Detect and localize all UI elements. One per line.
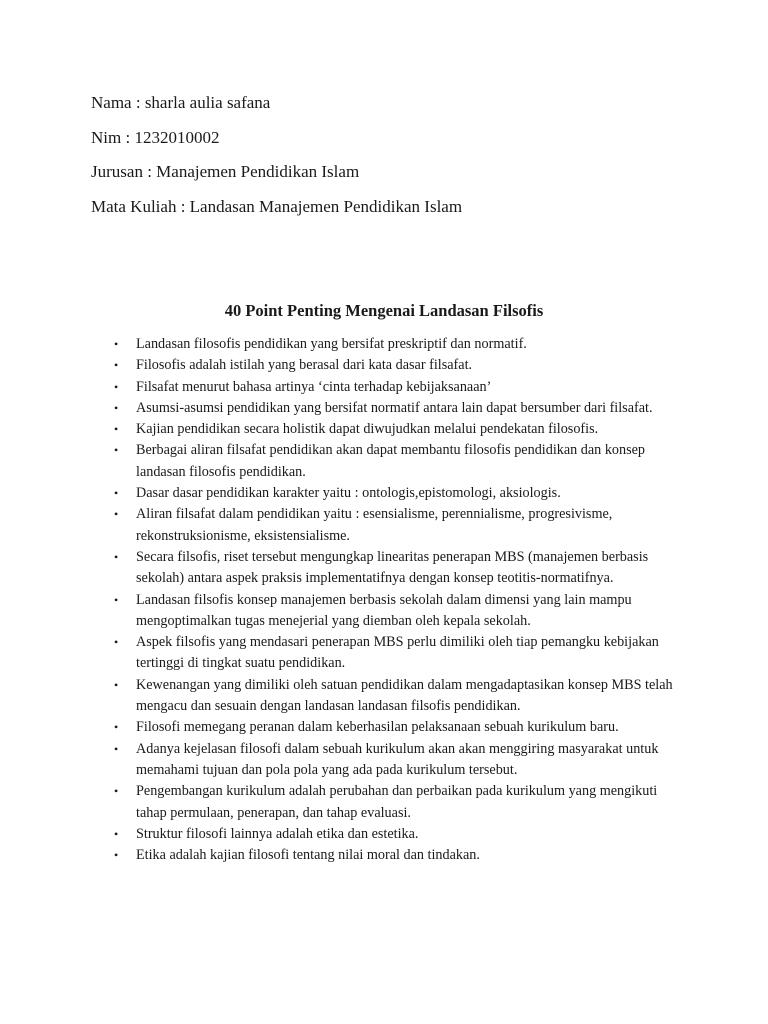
bullet-icon: • — [114, 635, 119, 650]
bullet-icon: • — [114, 848, 119, 863]
list-item — [109, 739, 689, 782]
list-item — [109, 632, 689, 675]
list-item-text: Asumsi-asumsi pendidikan yang bersifat normatif antara lain dapat bersumber dari filsafat. — [136, 399, 653, 416]
list-item-text: Secara filsofis, riset tersebut mengungkap linearitas penerapan MBS (manajemen berbasis sekolah) antara aspek praksis implementatifnya dengan konsep teotitis-normatifnya. — [136, 548, 649, 587]
list-item — [109, 547, 689, 590]
list-item-text: Berbagai aliran filsafat pendidikan akan dapat membantu filosofis pendidikan dan konsep landasan filosofis pendidikan. — [136, 442, 646, 480]
list-item — [109, 675, 689, 718]
bullet-icon: • — [114, 677, 119, 692]
list-item — [109, 781, 689, 824]
list-item — [109, 590, 689, 633]
list-item-text: Pengembangan kurikulum adalah perubahan dan perbaikan pada kurikulum yang mengikuti tahap permulaan, penerapan, dan tahap evaluasi. — [136, 783, 658, 821]
list-item-text: Filsafat menurut bahasa artinya ‘cinta terhadap kebijaksanaan’ — [136, 378, 492, 395]
list-item — [109, 440, 689, 483]
list-item-text: Dasar dasar pendidikan karakter yaitu : ontologis,epistomologi, aksiologis. — [136, 485, 561, 502]
list-item-text: Aspek filsofis yang mendasari penerapan MBS perlu dimiliki oleh tiap pemangku kebijakan tertinggi di tingkat suatu pendidikan. — [136, 634, 659, 672]
bullet-icon: • — [114, 422, 119, 437]
list-item-text: Adanya kejelasan filosofi dalam sebuah kurikulum akan akan menggiring masyarakat untuk memahami tujuan dan pola pola yang ada pada kurikulum tersebut. — [136, 740, 659, 778]
bullet-icon: • — [114, 486, 119, 501]
list-item-text: Aliran filsafat dalam pendidikan yaitu : esensialisme, perennialisme, progresivisme, rekonstruksionisme, eksistensialisme. — [136, 506, 613, 544]
list-item-text: Filosofis adalah istilah yang berasal dari kata dasar filsafat. — [136, 357, 473, 374]
student-identity — [91, 92, 691, 230]
list-item-text: Etika adalah kajian filosofi tentang nilai moral dan tindakan. — [136, 847, 480, 864]
bullet-icon: • — [114, 784, 119, 799]
list-item-text: Filosofi memegang peranan dalam keberhasilan pelaksanaan sebuah kurikulum baru. — [136, 719, 619, 736]
list-item — [109, 334, 689, 355]
bullet-icon: • — [114, 549, 119, 564]
student-nim: Nim : 1232010002 — [91, 127, 220, 147]
list-item — [109, 398, 689, 419]
list-item-text: Kajian pendidikan secara holistik dapat diwujudkan melalui pendekatan filosofis. — [136, 421, 599, 438]
bullet-icon: • — [114, 400, 119, 415]
bullet-icon: • — [114, 592, 119, 607]
bullet-icon: • — [114, 443, 119, 458]
list-item — [109, 355, 689, 376]
list-item — [109, 717, 689, 738]
list-item — [109, 824, 689, 845]
document-title: 40 Point Penting Mengenai Landasan Filsofis — [224, 301, 544, 320]
points-list — [109, 334, 689, 866]
bullet-icon: • — [114, 741, 119, 756]
list-item-text: Landasan filsofis konsep manajemen berbasis sekolah dalam dimensi yang lain mampu mengoptimalkan tugas menejerial yang diemban oleh kepala sekolah. — [136, 591, 632, 629]
course-name: Mata Kuliah : Landasan Manajemen Pendidikan Islam — [91, 196, 463, 216]
list-item — [109, 504, 689, 547]
list-item-text: Landasan filosofis pendidikan yang bersifat preskriptif dan normatif. — [136, 336, 527, 352]
student-name: Nama : sharla aulia safana — [91, 93, 271, 112]
bullet-icon: • — [114, 507, 119, 522]
student-major: Jurusan : Manajemen Pendidikan Islam — [91, 162, 360, 181]
bullet-icon: • — [114, 720, 119, 735]
list-item — [109, 845, 689, 866]
list-item — [109, 419, 689, 440]
list-item — [109, 483, 689, 504]
bullet-icon: • — [114, 379, 119, 394]
bullet-icon: • — [114, 826, 119, 841]
bullet-icon: • — [114, 337, 119, 351]
list-item — [109, 377, 689, 398]
list-item-text: Kewenangan yang dimiliki oleh satuan pendidikan dalam mengadaptasikan konsep MBS telah mengacu dan sesuain dengan landasan landasan filsofis pendidikan. — [136, 676, 673, 715]
bullet-icon: • — [114, 358, 119, 373]
list-item-text: Struktur filosofi lainnya adalah etika dan estetika. — [136, 825, 419, 842]
